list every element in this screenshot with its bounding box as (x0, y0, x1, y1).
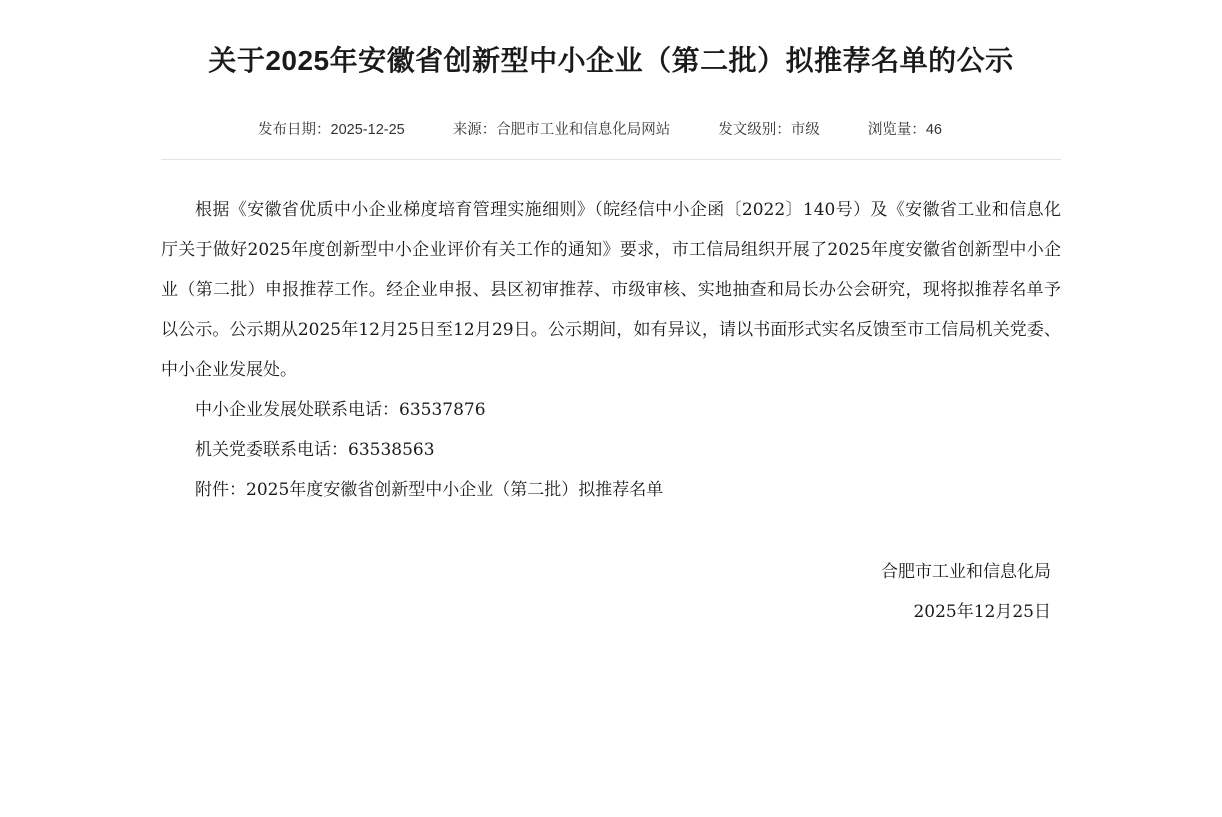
publish-date-label: 发布日期： (258, 122, 331, 138)
page-title: 关于2025年安徽省创新型中小企业（第二批）拟推荐名单的公示 (208, 45, 1014, 76)
document-level (718, 118, 820, 139)
source-value: 合肥市工业和信息化局网站 (496, 122, 671, 138)
publish-date-value: 2025-12-25 (330, 122, 405, 138)
body-paragraph-3: 机关党委联系电话：63538563 (195, 440, 435, 460)
source (453, 118, 671, 139)
article-container (161, 0, 1061, 632)
publish-date (258, 118, 405, 139)
article-meta (161, 118, 1061, 139)
view-count-value: 46 (925, 122, 942, 138)
view-count (868, 118, 942, 139)
signature-block (161, 552, 1061, 632)
attachment-line: 附件：2025年度安徽省创新型中小企业（第二批）拟推荐名单 (195, 480, 664, 500)
view-count-label: 浏览量： (867, 122, 926, 138)
article-body (161, 190, 1061, 510)
document-level-label: 发文级别： (718, 122, 791, 138)
body-paragraph-2: 中小企业发展处联系电话：63537876 (195, 400, 486, 420)
source-label: 来源： (452, 122, 497, 138)
meta-divider (161, 159, 1061, 160)
signature-date: 2025年12月25日 (913, 602, 1051, 622)
document-level-value: 市级 (790, 122, 820, 138)
body-paragraph-1: 根据《安徽省优质中小企业梯度培育管理实施细则》（皖经信中小企函〔2022〕140号）及《安徽省工业和信息化厅关于做好2025年度创新型中小企业评价有关工作的通知》要求，市工信局组织开展了2025年度安徽省创新型中小企业（第二批）申报推荐工作。经企业申报、县区初审推荐、市级审核、实地抽查和局长办公会研究，现将拟推荐名单予以公示。公示期从2025年12月25日至12月29日。公示期间，如有异议，请以书面形式实名反馈至市工信局机关党委、中小企业发展处。 (161, 200, 1061, 380)
signature-organization: 合肥市工业和信息化局 (881, 562, 1051, 582)
